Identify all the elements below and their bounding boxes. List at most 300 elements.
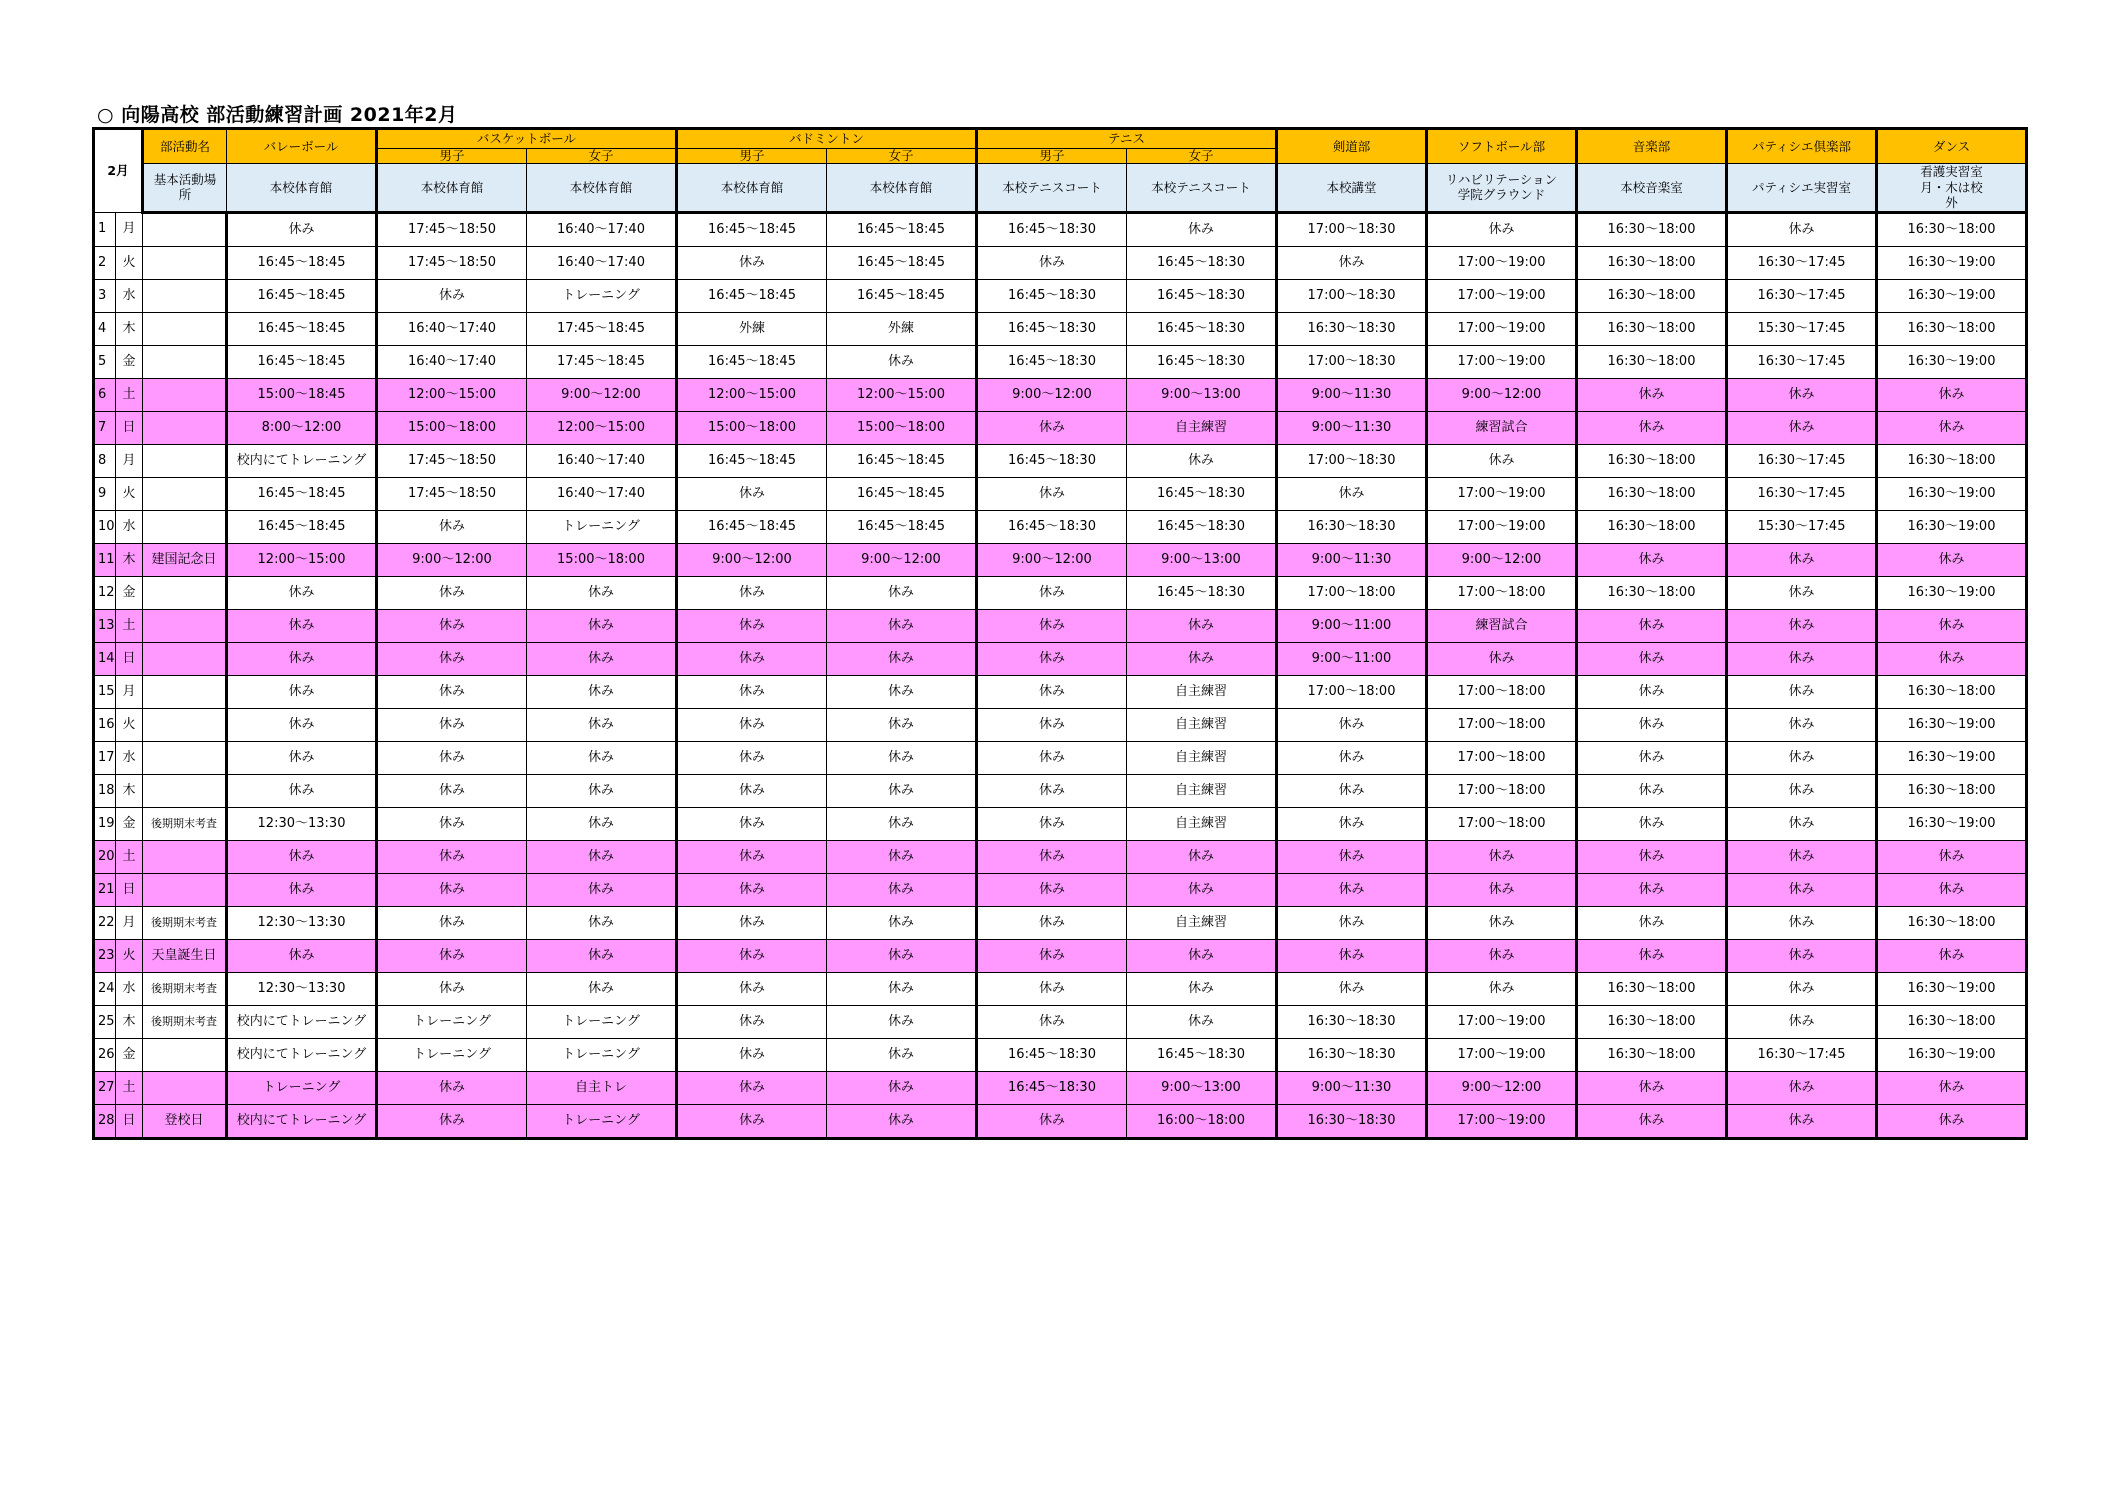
- schedule-cell: 休み: [1727, 873, 1877, 906]
- schedule-cell: 16:45～18:30: [977, 1071, 1127, 1104]
- schedule-cell: 休み: [827, 708, 977, 741]
- weekday: 木: [116, 543, 143, 576]
- schedule-cell: 16:40～17:40: [527, 212, 677, 246]
- schedule-cell: 自主練習: [1127, 906, 1277, 939]
- weekday: 日: [116, 411, 143, 444]
- schedule-cell: 休み: [677, 873, 827, 906]
- schedule-cell: 休み: [527, 873, 677, 906]
- day-note: 天皇誕生日: [143, 939, 227, 972]
- schedule-cell: 休み: [1727, 1104, 1877, 1138]
- schedule-cell: 16:30～18:30: [1277, 312, 1427, 345]
- schedule-cell: 休み: [527, 972, 677, 1005]
- schedule-cell: 休み: [1727, 675, 1877, 708]
- day-number: 20: [94, 840, 116, 873]
- schedule-cell: 休み: [977, 939, 1127, 972]
- schedule-cell: 9:00～13:00: [1127, 378, 1277, 411]
- day-number: 6: [94, 378, 116, 411]
- schedule-cell: 16:45～18:45: [227, 246, 377, 279]
- schedule-cell: 休み: [677, 807, 827, 840]
- weekday: 土: [116, 840, 143, 873]
- schedule-cell: 16:40～17:40: [527, 444, 677, 477]
- schedule-cell: 16:30～18:00: [1577, 279, 1727, 312]
- schedule-cell: 17:00～19:00: [1427, 246, 1577, 279]
- table-row: [94, 279, 2027, 312]
- venue-music: 本校音楽室: [1577, 164, 1727, 213]
- schedule-cell: 休み: [377, 939, 527, 972]
- schedule-cell: 休み: [827, 1038, 977, 1071]
- schedule-cell: 休み: [1577, 708, 1727, 741]
- schedule-cell: 休み: [677, 1104, 827, 1138]
- day-note: [143, 312, 227, 345]
- venue-tennis-boys: 本校テニスコート: [977, 164, 1127, 213]
- weekday: 月: [116, 675, 143, 708]
- schedule-cell: 休み: [1577, 642, 1727, 675]
- weekday: 日: [116, 642, 143, 675]
- schedule-cell: 16:00～18:00: [1127, 1104, 1277, 1138]
- schedule-cell: 休み: [1877, 378, 2027, 411]
- schedule-cell: 休み: [677, 675, 827, 708]
- day-note: [143, 609, 227, 642]
- schedule-cell: 16:45～18:45: [827, 510, 977, 543]
- table-row: [94, 741, 2027, 774]
- schedule-cell: 休み: [1727, 411, 1877, 444]
- schedule-cell: 15:00～18:00: [377, 411, 527, 444]
- schedule-cell: 休み: [1727, 906, 1877, 939]
- schedule-cell: 練習試合: [1427, 411, 1577, 444]
- schedule-cell: 外練: [677, 312, 827, 345]
- page-title: ○ 向陽高校 部活動練習計画 2021年2月: [97, 104, 458, 126]
- schedule-cell: 休み: [977, 675, 1127, 708]
- weekday: 水: [116, 972, 143, 1005]
- day-note: 後期期末考査: [143, 807, 227, 840]
- day-number: 4: [94, 312, 116, 345]
- schedule-cell: 16:45～18:30: [1127, 477, 1277, 510]
- schedule-cell: 16:30～18:00: [1877, 774, 2027, 807]
- header-tennis-boys: 男子: [977, 149, 1127, 164]
- schedule-cell: 9:00～13:00: [1127, 1071, 1277, 1104]
- schedule-cell: 休み: [1577, 411, 1727, 444]
- schedule-cell: 16:30～18:00: [1577, 576, 1727, 609]
- schedule-cell: 休み: [677, 1038, 827, 1071]
- table-row: [94, 212, 2027, 246]
- schedule-cell: 休み: [1727, 840, 1877, 873]
- table-row: [94, 609, 2027, 642]
- schedule-cell: 休み: [977, 1104, 1127, 1138]
- schedule-cell: 9:00～11:30: [1277, 411, 1427, 444]
- schedule-cell: 16:45～18:30: [977, 510, 1127, 543]
- schedule-cell: 休み: [377, 510, 527, 543]
- schedule-cell: 17:00～19:00: [1427, 279, 1577, 312]
- day-note: [143, 477, 227, 510]
- schedule-cell: 9:00～11:30: [1277, 543, 1427, 576]
- day-note: 後期期末考査: [143, 972, 227, 1005]
- schedule-cell: 休み: [377, 642, 527, 675]
- schedule-cell: 9:00～11:00: [1277, 642, 1427, 675]
- schedule-cell: 17:45～18:45: [527, 345, 677, 378]
- day-note: [143, 774, 227, 807]
- day-number: 7: [94, 411, 116, 444]
- schedule-cell: 17:00～19:00: [1427, 312, 1577, 345]
- schedule-cell: 休み: [1427, 972, 1577, 1005]
- schedule-cell: 9:00～12:00: [377, 543, 527, 576]
- schedule-cell: 休み: [827, 972, 977, 1005]
- schedule-cell: 休み: [977, 477, 1127, 510]
- day-note: 登校日: [143, 1104, 227, 1138]
- schedule-cell: 休み: [827, 873, 977, 906]
- schedule-cell: 休み: [1277, 939, 1427, 972]
- schedule-cell: 16:45～18:30: [1127, 510, 1277, 543]
- table-row: [94, 873, 2027, 906]
- schedule-cell: 自主練習: [1127, 411, 1277, 444]
- day-number: 12: [94, 576, 116, 609]
- schedule-cell: 休み: [677, 1071, 827, 1104]
- schedule-cell: 休み: [1427, 642, 1577, 675]
- schedule-cell: 休み: [1577, 939, 1727, 972]
- schedule-cell: 自主トレ: [527, 1071, 677, 1104]
- schedule-cell: 休み: [977, 972, 1127, 1005]
- schedule-cell: 16:30～18:30: [1277, 1005, 1427, 1038]
- schedule-cell: 休み: [1727, 939, 1877, 972]
- schedule-cell: 休み: [1877, 411, 2027, 444]
- schedule-cell: 休み: [377, 906, 527, 939]
- day-note: [143, 212, 227, 246]
- schedule-cell: 休み: [227, 840, 377, 873]
- schedule-cell: 17:00～18:00: [1277, 576, 1427, 609]
- weekday: 水: [116, 279, 143, 312]
- schedule-cell: 16:30～19:00: [1877, 477, 2027, 510]
- day-number: 26: [94, 1038, 116, 1071]
- table-row: [94, 246, 2027, 279]
- day-number: 24: [94, 972, 116, 1005]
- schedule-cell: 休み: [377, 708, 527, 741]
- schedule-cell: 休み: [827, 741, 977, 774]
- table-row: [94, 642, 2027, 675]
- table-row: [94, 1071, 2027, 1104]
- schedule-cell: 休み: [377, 675, 527, 708]
- schedule-cell: 休み: [827, 906, 977, 939]
- schedule-cell: 9:00～13:00: [1127, 543, 1277, 576]
- schedule-cell: 17:45～18:50: [377, 477, 527, 510]
- day-number: 8: [94, 444, 116, 477]
- schedule-cell: 12:00～15:00: [827, 378, 977, 411]
- schedule-cell: 16:30～18:30: [1277, 1104, 1427, 1138]
- venue-badminton-boys: 本校体育館: [677, 164, 827, 213]
- schedule-cell: 16:40～17:40: [527, 246, 677, 279]
- schedule-cell: 休み: [677, 741, 827, 774]
- schedule-cell: 休み: [677, 708, 827, 741]
- schedule-cell: 休み: [377, 1104, 527, 1138]
- schedule-cell: 16:45～18:30: [1127, 1038, 1277, 1071]
- schedule-cell: 休み: [1277, 477, 1427, 510]
- schedule-cell: 16:45～18:45: [677, 345, 827, 378]
- weekday: 火: [116, 708, 143, 741]
- schedule-cell: 休み: [227, 873, 377, 906]
- schedule-cell: 休み: [1727, 972, 1877, 1005]
- schedule-cell: 17:00～18:30: [1277, 444, 1427, 477]
- table-row: [94, 477, 2027, 510]
- schedule-cell: 校内にてトレーニング: [227, 1005, 377, 1038]
- schedule-cell: 休み: [1577, 609, 1727, 642]
- schedule-cell: 16:45～18:45: [677, 212, 827, 246]
- day-note: [143, 279, 227, 312]
- schedule-cell: 休み: [1577, 1071, 1727, 1104]
- schedule-cell: トレーニング: [527, 1104, 677, 1138]
- schedule-cell: 15:00～18:00: [527, 543, 677, 576]
- weekday: 日: [116, 1104, 143, 1138]
- schedule-cell: 9:00～12:00: [527, 378, 677, 411]
- schedule-cell: 17:00～19:00: [1427, 1005, 1577, 1038]
- schedule-cell: 休み: [977, 807, 1127, 840]
- schedule-cell: 9:00～12:00: [1427, 543, 1577, 576]
- schedule-cell: 休み: [977, 609, 1127, 642]
- schedule-cell: 休み: [1727, 1071, 1877, 1104]
- schedule-cell: 16:45～18:30: [1127, 345, 1277, 378]
- day-note: [143, 576, 227, 609]
- schedule-cell: 17:00～19:00: [1427, 510, 1577, 543]
- schedule-cell: 休み: [827, 1005, 977, 1038]
- weekday: 木: [116, 312, 143, 345]
- schedule-cell: 12:00～15:00: [677, 378, 827, 411]
- schedule-cell: 休み: [977, 642, 1127, 675]
- day-number: 27: [94, 1071, 116, 1104]
- schedule-cell: 16:30～19:00: [1877, 1038, 2027, 1071]
- schedule-cell: 16:30～17:45: [1727, 246, 1877, 279]
- weekday: 水: [116, 741, 143, 774]
- schedule-cell: トレーニング: [527, 1005, 677, 1038]
- schedule-cell: 16:30～19:00: [1877, 741, 2027, 774]
- schedule-cell: 休み: [527, 807, 677, 840]
- table-row: [94, 675, 2027, 708]
- schedule-cell: 17:00～18:00: [1427, 675, 1577, 708]
- month-header: 2月: [94, 129, 143, 213]
- schedule-cell: 休み: [1727, 609, 1877, 642]
- schedule-cell: 休み: [527, 840, 677, 873]
- schedule-cell: 16:45～18:30: [1127, 576, 1277, 609]
- schedule-cell: 休み: [377, 609, 527, 642]
- schedule-cell: 休み: [1277, 246, 1427, 279]
- schedule-cell: 16:30～18:00: [1577, 212, 1727, 246]
- schedule-cell: 休み: [377, 774, 527, 807]
- schedule-cell: 休み: [1127, 1005, 1277, 1038]
- schedule-cell: 休み: [677, 477, 827, 510]
- schedule-cell: 休み: [827, 807, 977, 840]
- schedule-cell: 自主練習: [1127, 708, 1277, 741]
- schedule-cell: 休み: [1877, 840, 2027, 873]
- schedule-cell: 休み: [1877, 543, 2027, 576]
- schedule-cell: 8:00～12:00: [227, 411, 377, 444]
- schedule-cell: 休み: [1277, 741, 1427, 774]
- day-number: 13: [94, 609, 116, 642]
- schedule-cell: 休み: [677, 246, 827, 279]
- weekday: 金: [116, 576, 143, 609]
- schedule-cell: 休み: [977, 246, 1127, 279]
- schedule-cell: 休み: [377, 576, 527, 609]
- schedule-cell: 休み: [1727, 741, 1877, 774]
- day-note: [143, 345, 227, 378]
- schedule-cell: 休み: [1727, 642, 1877, 675]
- schedule-cell: 16:45～18:45: [827, 279, 977, 312]
- schedule-cell: 16:45～18:45: [677, 444, 827, 477]
- schedule-cell: 16:30～17:45: [1727, 345, 1877, 378]
- schedule-cell: 休み: [1427, 906, 1577, 939]
- day-note: 後期期末考査: [143, 906, 227, 939]
- schedule-cell: 16:30～18:00: [1877, 1005, 2027, 1038]
- schedule-cell: 休み: [527, 741, 677, 774]
- schedule-cell: 校内にてトレーニング: [227, 1038, 377, 1071]
- schedule-cell: 休み: [1427, 873, 1577, 906]
- schedule-cell: 17:00～18:00: [1427, 807, 1577, 840]
- schedule-cell: 17:00～19:00: [1427, 1038, 1577, 1071]
- schedule-cell: 16:30～19:00: [1877, 576, 2027, 609]
- schedule-cell: 校内にてトレーニング: [227, 1104, 377, 1138]
- schedule-cell: 15:00～18:00: [827, 411, 977, 444]
- table-row: [94, 939, 2027, 972]
- schedule-cell: 休み: [977, 576, 1127, 609]
- schedule-cell: 休み: [827, 939, 977, 972]
- day-number: 28: [94, 1104, 116, 1138]
- day-number: 22: [94, 906, 116, 939]
- schedule-cell: 休み: [377, 873, 527, 906]
- schedule-cell: 16:30～18:00: [1577, 444, 1727, 477]
- schedule-cell: 17:00～18:00: [1277, 675, 1427, 708]
- table-row: [94, 510, 2027, 543]
- schedule-cell: 17:00～18:30: [1277, 212, 1427, 246]
- schedule-cell: 16:45～18:45: [827, 246, 977, 279]
- schedule-cell: 16:40～17:40: [377, 312, 527, 345]
- schedule-cell: 16:30～18:30: [1277, 1038, 1427, 1071]
- schedule-cell: 休み: [377, 972, 527, 1005]
- header-kendo: 剣道部: [1277, 129, 1427, 164]
- schedule-cell: 休み: [1727, 576, 1877, 609]
- table-row: [94, 378, 2027, 411]
- table-row: [94, 972, 2027, 1005]
- schedule-cell: 16:30～18:00: [1877, 212, 2027, 246]
- venue-basketball-girls: 本校体育館: [527, 164, 677, 213]
- schedule-cell: 休み: [977, 708, 1127, 741]
- schedule-cell: 16:45～18:30: [977, 279, 1127, 312]
- table-row: [94, 708, 2027, 741]
- schedule-cell: 17:00～18:00: [1427, 708, 1577, 741]
- schedule-cell: 16:45～18:45: [227, 312, 377, 345]
- schedule-cell: 休み: [977, 774, 1127, 807]
- schedule-cell: 休み: [527, 642, 677, 675]
- day-note: 建国記念日: [143, 543, 227, 576]
- schedule-cell: 9:00～11:00: [1277, 609, 1427, 642]
- schedule-cell: 休み: [827, 1071, 977, 1104]
- schedule-cell: 休み: [227, 609, 377, 642]
- schedule-cell: 休み: [1727, 708, 1877, 741]
- schedule-cell: 12:00～15:00: [377, 378, 527, 411]
- schedule-cell: 16:45～18:30: [1127, 279, 1277, 312]
- schedule-cell: 休み: [227, 212, 377, 246]
- schedule-cell: 休み: [1127, 840, 1277, 873]
- schedule-cell: 自主練習: [1127, 675, 1277, 708]
- schedule-cell: 休み: [827, 642, 977, 675]
- schedule-cell: 校内にてトレーニング: [227, 444, 377, 477]
- schedule-cell: 16:45～18:45: [827, 212, 977, 246]
- day-number: 21: [94, 873, 116, 906]
- schedule-cell: 16:30～18:00: [1577, 1005, 1727, 1038]
- schedule-cell: 休み: [827, 345, 977, 378]
- schedule-cell: 16:45～18:30: [977, 212, 1127, 246]
- schedule-cell: 16:30～18:00: [1577, 510, 1727, 543]
- table-row: [94, 807, 2027, 840]
- schedule-cell: 17:45～18:45: [527, 312, 677, 345]
- schedule-cell: 自主練習: [1127, 774, 1277, 807]
- schedule-cell: 休み: [1577, 807, 1727, 840]
- schedule-cell: 休み: [1577, 1104, 1727, 1138]
- table-row: [94, 1104, 2027, 1138]
- schedule-cell: 17:00～18:00: [1427, 741, 1577, 774]
- schedule-cell: トレーニング: [227, 1071, 377, 1104]
- schedule-cell: 休み: [827, 840, 977, 873]
- schedule-cell: 16:30～17:45: [1727, 1038, 1877, 1071]
- schedule-cell: 休み: [677, 939, 827, 972]
- day-note: [143, 675, 227, 708]
- venue-volleyball: 本校体育館: [227, 164, 377, 213]
- table-row: [94, 840, 2027, 873]
- schedule-cell: 休み: [377, 741, 527, 774]
- day-note: [143, 642, 227, 675]
- header-volleyball: バレーボール: [227, 129, 377, 164]
- venue-tennis-girls: 本校テニスコート: [1127, 164, 1277, 213]
- venue-badminton-girls: 本校体育館: [827, 164, 977, 213]
- table-row: [94, 1005, 2027, 1038]
- schedule-cell: 16:30～18:00: [1877, 312, 2027, 345]
- schedule-cell: 休み: [1577, 741, 1727, 774]
- header-basketball-girls: 女子: [527, 149, 677, 164]
- schedule-cell: 16:30～19:00: [1877, 807, 2027, 840]
- schedule-cell: 休み: [527, 708, 677, 741]
- schedule-cell: 休み: [827, 1104, 977, 1138]
- schedule-cell: 17:00～18:00: [1427, 774, 1577, 807]
- schedule-cell: 休み: [677, 609, 827, 642]
- schedule-cell: トレーニング: [377, 1038, 527, 1071]
- schedule-cell: 16:30～17:45: [1727, 279, 1877, 312]
- day-number: 14: [94, 642, 116, 675]
- day-number: 25: [94, 1005, 116, 1038]
- weekday: 土: [116, 609, 143, 642]
- weekday: 金: [116, 807, 143, 840]
- schedule-cell: 17:00～18:30: [1277, 279, 1427, 312]
- schedule-cell: 16:45～18:45: [827, 477, 977, 510]
- schedule-cell: 休み: [1277, 840, 1427, 873]
- header-basketball: バスケットボール: [377, 129, 677, 149]
- header-badminton-girls: 女子: [827, 149, 977, 164]
- venue-kendo: 本校講堂: [1277, 164, 1427, 213]
- schedule-cell: 休み: [1577, 906, 1727, 939]
- schedule-cell: 16:30～18:00: [1577, 972, 1727, 1005]
- schedule-cell: 休み: [1577, 543, 1727, 576]
- schedule-cell: 休み: [527, 675, 677, 708]
- schedule-cell: 休み: [1877, 642, 2027, 675]
- day-number: 5: [94, 345, 116, 378]
- schedule-cell: 休み: [1277, 972, 1427, 1005]
- header-dance: ダンス: [1877, 129, 2027, 164]
- schedule-cell: 休み: [1127, 444, 1277, 477]
- day-number: 10: [94, 510, 116, 543]
- weekday: 月: [116, 212, 143, 246]
- schedule-cell: 9:00～12:00: [1427, 1071, 1577, 1104]
- schedule-cell: トレーニング: [527, 510, 677, 543]
- day-number: 15: [94, 675, 116, 708]
- schedule-cell: 15:00～18:45: [227, 378, 377, 411]
- schedule-cell: 休み: [1277, 774, 1427, 807]
- schedule-cell: トレーニング: [527, 1038, 677, 1071]
- schedule-cell: 休み: [377, 807, 527, 840]
- schedule-cell: 9:00～12:00: [977, 378, 1127, 411]
- schedule-cell: 16:45～18:45: [227, 279, 377, 312]
